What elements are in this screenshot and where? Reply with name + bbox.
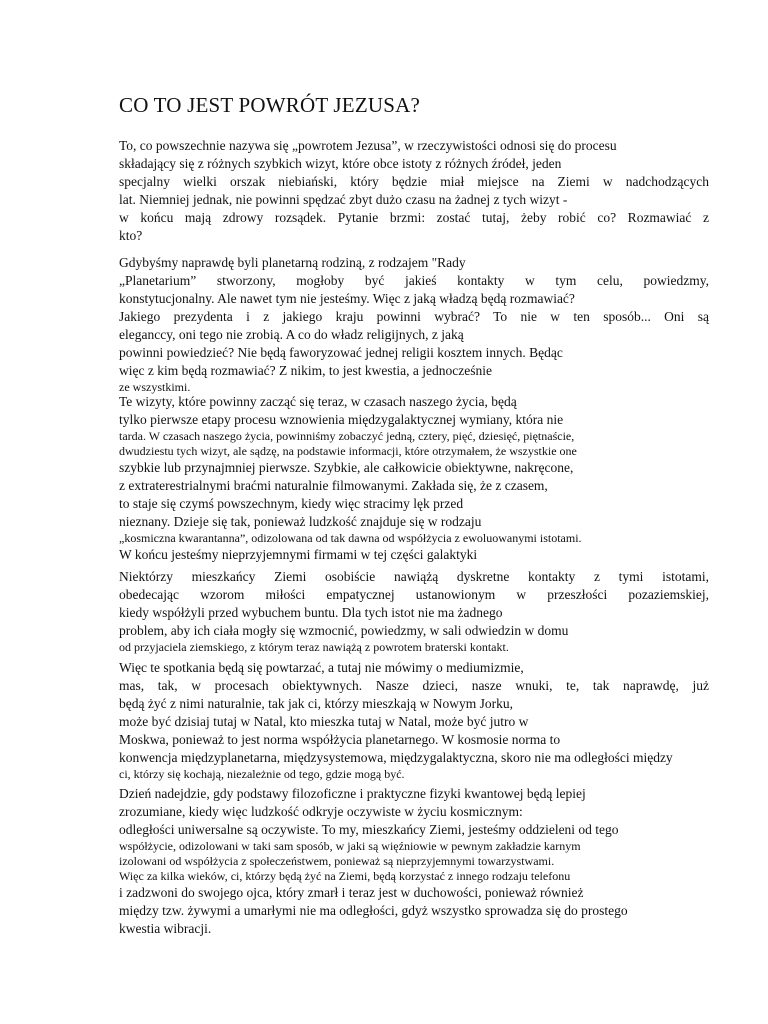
- text-line: Więc za kilka wieków, ci, którzy będą żyć na Ziemi, będą korzystać z innego rodzaju telefonu: [119, 869, 571, 883]
- text-line: Te wizyty, które powinny zacząć się teraz, w czasach naszego życia, będą: [119, 394, 517, 409]
- document-title: CO TO JEST POWRÓT JEZUSA?: [119, 93, 420, 117]
- text-line: to staje się czymś powszechnym, kiedy więc stracimy lęk przed: [119, 496, 464, 511]
- text-line: tylko pierwsze etapy procesu wznowienia międzygalaktycznej wymiany, która nie: [119, 412, 564, 427]
- paragraph-5: [119, 659, 709, 782]
- paragraph-2: [119, 254, 709, 395]
- text-line: dwudziestu tych wizyt, ale sądzę, na podstawie informacji, które otrzymałem, że wszystkie one: [119, 444, 577, 458]
- text-line: i zadzwoni do swojego ojca, który zmarł i teraz jest w duchowości, ponieważ również: [119, 885, 584, 900]
- text-line: Więc te spotkania będą się powtarzać, a tutaj nie mówimy o mediumizmie,: [119, 660, 524, 675]
- text-line: między tzw. żywymi a umarłymi nie ma odległości, gdyż wszystko sprowadza się do prostego: [119, 903, 628, 918]
- text-line: „kosmiczna kwarantanna”, odizolowana od tak dawna od współżycia z ewoluowanymi istotami.: [119, 531, 582, 545]
- text-line: kwestia wibracji.: [119, 921, 212, 936]
- paragraph-6: [119, 785, 709, 938]
- text-line: ze wszystkimi.: [119, 380, 191, 394]
- text-line: składający się z różnych szybkich wizyt, które obce istoty z różnych źródeł, jeden: [119, 156, 562, 171]
- text-line: „Planetarium” stworzony, mogłoby być jakieś kontakty w tym celu, powiedzmy,: [119, 273, 709, 288]
- text-line: lat. Niemniej jednak, nie powinni spędzać zbyt dużo czasu na żadnej z tych wizyt -: [119, 192, 568, 207]
- text-line: konwencja międzyplanetarna, międzysystemowa, międzygalaktyczna, skoro nie ma odległości między: [119, 750, 673, 765]
- text-line: w końcu mają zdrowy rozsądek. Pytanie brzmi: zostać tutaj, żeby robić co? Rozmawiać z: [119, 210, 709, 225]
- text-line: izolowani od współżycia z społeczeństwem, ponieważ są nieprzyjemnymi towarzystwami.: [119, 854, 555, 868]
- text-line: z extraterestrialnymi braćmi naturalnie filmowanymi. Zakłada się, że z czasem,: [119, 478, 548, 493]
- text-line: odległości uniwersalne są oczywiste. To my, mieszkańcy Ziemi, jesteśmy oddzieleni od tego: [119, 822, 619, 837]
- text-line: Jakiego prezydenta i z jakiego kraju powinni wybrać? To nie w ten sposób... Oni są: [119, 309, 709, 324]
- paragraph-3: [119, 393, 709, 564]
- text-line: tarda. W czasach naszego życia, powinniśmy zobaczyć jedną, cztery, pięć, dziesięć, piętnaście,: [119, 429, 575, 443]
- text-line: eleganccy, oni tego nie zrobią. A co do władz religijnych, z jaką: [119, 327, 464, 342]
- text-line: będą żyć z nimi naturalnie, tak jak ci, którzy mieszkają w Nowym Jorku,: [119, 696, 513, 711]
- text-line: obedecając wzorom miłości empatycznej ustanowionym w przeszłości pozaziemskiej,: [119, 587, 709, 602]
- text-line: problem, aby ich ciała mogły się wzmocnić, powiedzmy, w sali odwiedzin w domu: [119, 623, 569, 638]
- text-line: kiedy współżyli przed wybuchem buntu. Dla tych istot nie ma żadnego: [119, 605, 503, 620]
- text-line: może być dzisiaj tutaj w Natal, kto mieszka tutaj w Natal, może być jutro w: [119, 714, 529, 729]
- text-line: specjalny wielki orszak niebiański, który będzie miał miejsce na Ziemi w nadchodzących: [119, 174, 709, 189]
- text-line: więc z kim będą rozmawiać? Z nikim, to jest kwestia, a jednocześnie: [119, 363, 492, 378]
- text-line: ci, którzy się kochają, niezależnie od tego, gdzie mogą być.: [119, 767, 405, 781]
- text-line: powinni powiedzieć? Nie będą faworyzować jednej religii kosztem innych. Będąc: [119, 345, 563, 360]
- paragraph-1: [119, 137, 709, 245]
- text-line: współżycie, odizolowani w taki sam sposób, w jaki są więźniowie w pewnym zakładzie karnym: [119, 839, 581, 853]
- text-line: W końcu jesteśmy nieprzyjemnymi firmami w tej części galaktyki: [119, 547, 478, 562]
- text-line: Moskwa, ponieważ to jest norma współżycia planetarnego. W kosmosie norma to: [119, 732, 561, 747]
- text-line: mas, tak, w procesach obiektywnych. Nasze dzieci, nasze wnuki, te, tak naprawdę, już: [119, 678, 709, 693]
- text-line: Dzień nadejdzie, gdy podstawy filozoficzne i praktyczne fizyki kwantowej będą lepiej: [119, 786, 586, 801]
- text-line: kto?: [119, 228, 143, 243]
- text-line: zrozumiane, kiedy więc ludzkość odkryje oczywiste w życiu kosmicznym:: [119, 804, 523, 819]
- text-line: Gdybyśmy naprawdę byli planetarną rodziną, z rodzajem "Rady: [119, 255, 466, 270]
- text-line: nieznany. Dzieje się tak, ponieważ ludzkość znajduje się w rodzaju: [119, 514, 482, 529]
- text-line: od przyjaciela ziemskiego, z którym teraz nawiążą z powrotem braterski kontakt.: [119, 640, 509, 654]
- paragraph-4: [119, 568, 709, 655]
- text-line: konstytucjonalny. Ale nawet tym nie jesteśmy. Więc z jaką władzą będą rozmawiać?: [119, 291, 575, 306]
- text-line: Niektórzy mieszkańcy Ziemi osobiście nawiążą dyskretne kontakty z tymi istotami,: [119, 569, 709, 584]
- text-line: To, co powszechnie nazywa się „powrotem Jezusa”, w rzeczywistości odnosi się do procesu: [119, 138, 617, 153]
- text-line: szybkie lub przynajmniej pierwsze. Szybkie, ale całkowicie obiektywne, nakręcone,: [119, 460, 574, 475]
